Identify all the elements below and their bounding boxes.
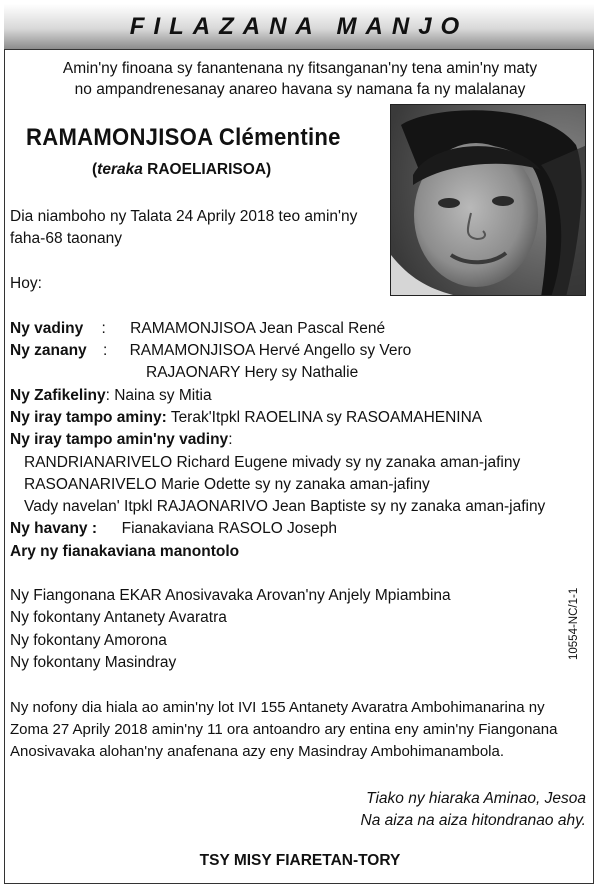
grandchildren-line	[10, 385, 212, 407]
children-separator: :	[102, 342, 108, 359]
footer-note: TSY MISY FIARETAN-TORY	[199, 852, 401, 869]
community-line-4: Ny fokontany Masindray	[10, 654, 177, 671]
notice-reference-code: 10554-NC/1-1	[568, 587, 580, 660]
spouse-separator: :	[101, 320, 106, 337]
funeral-line-1: Ny nofony dia hiala ao amin'ny lot IVI 155 Antanety Avaratra Ambohimanarina ny	[10, 699, 545, 716]
relatives-label: Ny havany :	[10, 520, 98, 537]
grandchildren-label: Ny Zafikeliny	[10, 387, 106, 404]
death-line-1: Dia niamboho ny Talata 24 Aprily 2018 teo amin'ny	[10, 208, 358, 225]
community-line-3: Ny fokontany Amorona	[10, 632, 167, 649]
maiden-name: RAOELIARISOA	[147, 161, 267, 178]
funeral-line-2: Zoma 27 Aprily 2018 amin'ny 11 ora antoandro ary entina eny amin'ny Fiangonana	[10, 721, 558, 738]
community-line-2: Ny fokontany Antanety Avaratra	[10, 609, 227, 626]
hoy-label: Hoy:	[10, 275, 42, 292]
spouse-sibling-1: RANDRIANARIVELO Richard Eugene mivady sy ny zanaka aman-jafiny	[24, 454, 521, 471]
whole-family-line: Ary ny fianakaviana manontolo	[10, 543, 240, 560]
spouse-line	[10, 318, 385, 340]
intro-line-1: Amin'ny finoana sy fanantenana ny fitsanganan'ny tena amin'ny maty	[62, 60, 538, 77]
children-value-2: RAJAONARY Hery sy Nathalie	[146, 364, 359, 381]
notice-header	[4, 4, 594, 50]
spouse-value: RAMAMONJISOA Jean Pascal René	[130, 320, 386, 337]
intro-text	[20, 58, 580, 100]
spouse-sibling-3: Vady navelan' Itpkl RAJAONARIVO Jean Baptiste sy ny zanaka aman-jafiny	[24, 498, 546, 515]
children-line	[10, 340, 411, 362]
spouse-siblings-line	[10, 429, 233, 451]
spouse-siblings-separator: :	[228, 431, 233, 448]
portrait-photo	[390, 104, 586, 296]
relatives-value: Fianakaviana RASOLO Joseph	[121, 520, 338, 537]
relatives-line	[10, 518, 337, 540]
funeral-line-3: Anosivavaka alohan'ny anafenana azy eny Masindray Ambohimanambola.	[10, 743, 505, 760]
spouse-siblings-label: Ny iray tampo amin'ny vadiny	[10, 431, 229, 448]
death-line-2: faha-68 taonany	[10, 230, 123, 247]
notice-title: FILAZANA MANJO	[129, 12, 469, 40]
maiden-name-line: (teraka RAOELIARISOA)	[92, 161, 272, 178]
maiden-prefix: teraka	[97, 161, 143, 178]
spouse-label: Ny vadiny	[10, 320, 84, 337]
children-label: Ny zanany	[10, 342, 87, 359]
siblings-label: Ny iray tampo aminy:	[10, 409, 167, 426]
intro-line-2: no ampandrenesanay anareo havana sy namana fa ny malalanay	[74, 81, 526, 98]
closing-verse-2: Na aiza na aiza hitondranao ahy.	[360, 812, 586, 829]
community-line-1: Ny Fiangonana EKAR Anosivavaka Arovan'ny Anjely Mpiambina	[10, 587, 451, 604]
grandchildren-value: : Naina sy Mitia	[105, 387, 212, 404]
children-value-1: RAMAMONJISOA Hervé Angello sy Vero	[129, 342, 412, 359]
siblings-value: Terak'Itpkl RAOELINA sy RASOAMAHENINA	[170, 409, 483, 426]
spouse-sibling-2: RASOANARIVELO Marie Odette sy ny zanaka aman-jafiny	[24, 476, 430, 493]
closing-verse-1: Tiako ny hiaraka Aminao, Jesoa	[366, 790, 586, 807]
deceased-name: RAMAMONJISOA Clémentine	[26, 124, 341, 151]
portrait-image	[391, 105, 586, 296]
siblings-line	[10, 407, 482, 429]
